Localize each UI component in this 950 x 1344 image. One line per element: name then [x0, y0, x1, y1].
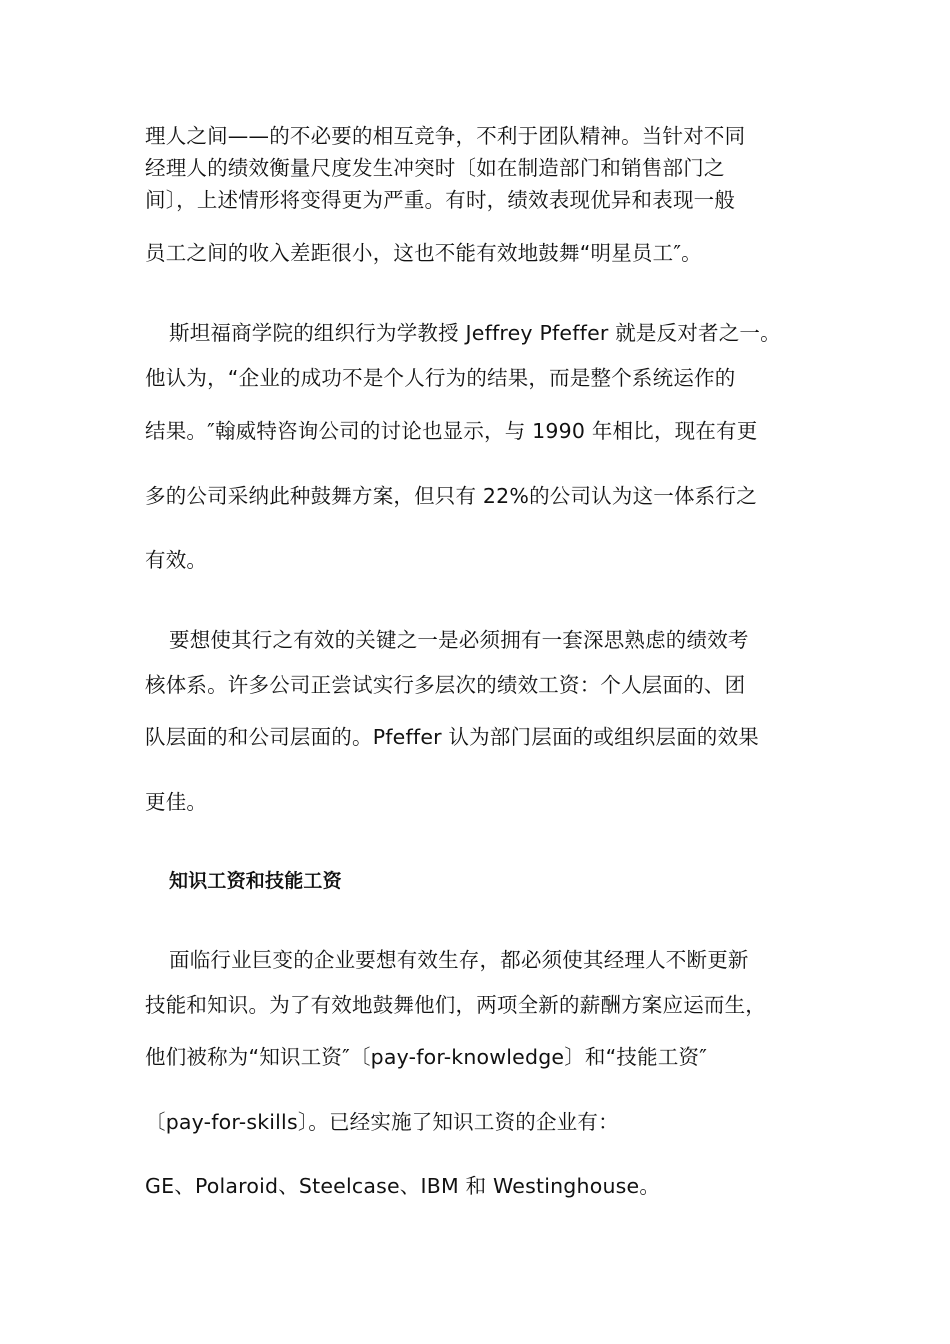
text-line: 更佳。	[145, 790, 208, 814]
text-line: 间〕，上述情形将变得更为严重。有时，绩效表现优异和表现一般	[145, 188, 736, 212]
section-heading: 知识工资和技能工资	[169, 870, 342, 892]
text-line: 经理人的绩效衡量尺度发生冲突时〔如在制造部门和销售部门之	[145, 156, 725, 180]
text-line: 〔pay-for-skills〕。已经实施了知识工资的企业有：	[145, 1110, 619, 1134]
text-line: 多的公司采纳此种鼓舞方案，但只有 22%的公司认为这一体系行之	[145, 484, 757, 508]
text-line: 他们被称为“知识工资″〔pay-for-knowledge〕和“技能工资″	[145, 1045, 708, 1069]
text-line: 队层面的和公司层面的。Pfeffer 认为部门层面的或组织层面的效果	[145, 725, 759, 749]
paragraph-first-line: 斯坦福商学院的组织行为学教授 Jeffrey Pfeffer 就是反对者之一。	[169, 321, 781, 345]
text-line: 理人之间——的不必要的相互竞争，不利于团队精神。当针对不同	[145, 124, 746, 148]
text-line: 核体系。许多公司正尝试实行多层次的绩效工资：个人层面的、团	[145, 673, 746, 697]
text-line: GE、Polaroid、Steelcase、IBM 和 Westinghouse。	[145, 1174, 661, 1198]
paragraph-first-line: 面临行业巨变的企业要想有效生存，都必须使其经理人不断更新	[169, 948, 749, 972]
text-line: 他认为，“企业的成功不是个人行为的结果，而是整个系统运作的	[145, 366, 736, 390]
text-line: 员工之间的收入差距很小，这也不能有效地鼓舞“明星员工″。	[145, 241, 702, 265]
text-line: 结果。″翰威特咨询公司的讨论也显示，与 1990 年相比，现在有更	[145, 419, 758, 443]
paragraph-first-line: 要想使其行之有效的关键之一是必须拥有一套深思熟虑的绩效考	[169, 628, 749, 652]
text-line: 技能和知识。为了有效地鼓舞他们，两项全新的薪酬方案应运而生，	[145, 993, 766, 1017]
text-line: 有效。	[145, 548, 208, 572]
